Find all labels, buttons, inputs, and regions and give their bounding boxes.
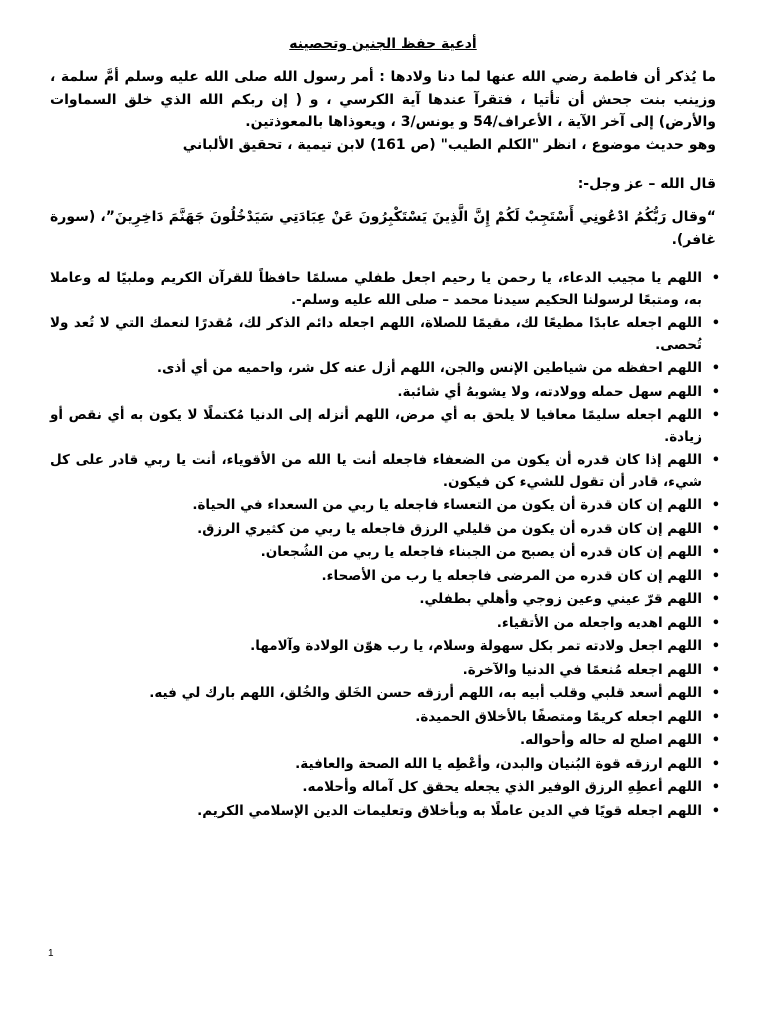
list-item <box>50 382 720 404</box>
list-item <box>50 801 720 823</box>
intro-section <box>50 66 716 156</box>
list-item <box>50 777 720 799</box>
list-item <box>50 313 720 356</box>
dua-text: اللهم اصلح له حاله وأحواله. <box>520 732 702 748</box>
dua-text: اللهم قرّ عيني وعين زوجي وأهلي بطفلي. <box>419 591 702 607</box>
bullet-icon: • <box>711 568 720 584</box>
list-item <box>50 358 720 380</box>
bullet-icon: • <box>711 271 720 286</box>
dua-text: اللهم اهديه واجعله من الأتقياء. <box>496 614 702 631</box>
quran-heading: قال الله – عز وجل-: <box>577 176 716 192</box>
list-item <box>50 730 720 752</box>
dua-text: اللهم ارزقه قوة البُنيان والبدن، وأعْطِه يا الله الصحة والعافية. <box>295 755 702 772</box>
bullet-icon: • <box>711 498 720 513</box>
intro-paragraph: ما يُذكر أن فاطمة رضي الله عنها لما دنا ولادها : أمر رسول الله صلى الله عليه وسلم أمَّ سلمة ، وزينب بنت جحش أن تأتيا ، فتقرآ عندها آية الكرسي ، و ( إن ربكم الله الذي خلق السماوات والأرض) إلى آخر الآية ، الأعراف/54 و يونس/3 ، ويعوذاها بالمعوذتين. <box>50 69 716 130</box>
dua-text: اللهم سهل حمله وولادته، ولا يشوبهُ أي شائبة. <box>397 383 702 400</box>
list-item <box>50 636 720 658</box>
dua-text: اللهم اجعله عابدًا مطيعًا لك، مقيمًا للصلاة، اللهم اجعله دائم الذكر لك، مُقدرًا لنعمك التي لا تُعد ولا تُحصى. <box>50 315 702 353</box>
list-item <box>50 660 720 682</box>
bullet-icon: • <box>711 521 720 537</box>
list-item <box>50 268 720 311</box>
dua-text: اللهم اجعله مُنعمًا في الدنيا والآخرة. <box>462 661 702 678</box>
dua-text: اللهم اجعل ولادته تمر بكل سهولة وسلام، يا رب هوّن الولادة وآلامها. <box>250 638 702 654</box>
bullet-icon: • <box>711 384 720 400</box>
dua-text: اللهم يا مجيب الدعاء، يا رحمن يا رحيم اجعل طفلي مسلمًا حافظاً للقرآن الكريم وملبيًا له وعاملا به، ومتبعًا لرسولنا الحكيم سيدنا محمد – صلى الله عليه وسلم-. <box>50 270 702 308</box>
bullet-icon: • <box>711 733 720 748</box>
list-item <box>50 542 720 564</box>
dua-text: اللهم إن كان قدره من المرضى فاجعله يا رب من الأصحاء. <box>321 567 702 584</box>
bullet-icon: • <box>711 662 720 678</box>
dua-text: اللهم أسعد قلبي وقلب أبيه به، اللهم أرزقه حسن الخَلق والخُلق، اللهم بارك لي فيه. <box>149 685 702 701</box>
quran-verse: “وقال رَبُّكُمُ ادْعُونِي أَسْتَجِبْ لَكُمْ إِنَّ الَّذِينَ يَسْتَكْبِرُونَ عَنْ عِبَادَتِي سَيَدْخُلُونَ جَهَنَّمَ دَاخِرِينَ”، (سورة غافر). <box>50 209 716 248</box>
bullet-icon: • <box>711 756 720 772</box>
dua-text: اللهم أعطِهِ الرزق الوفير الذي يجعله يحقق كل آماله وأحلامه. <box>302 779 702 795</box>
dua-text: اللهم اجعله كريمًا ومتصفًا بالأخلاق الحميدة. <box>415 708 702 725</box>
list-item <box>50 589 720 611</box>
bullet-icon: • <box>711 316 720 331</box>
bullet-icon: • <box>711 639 720 654</box>
bullet-icon: • <box>711 408 720 423</box>
list-item <box>50 683 720 705</box>
page-title: أدعية حفظ الجنين وتحصينه <box>289 36 477 52</box>
bullet-icon: • <box>711 592 720 607</box>
dua-text: اللهم إن كان قدره أن يكون من قليلي الرزق فاجعله يا ربي من كثيري الرزق. <box>197 520 702 537</box>
list-item <box>50 707 720 729</box>
list-item <box>50 519 720 541</box>
list-item <box>50 613 720 635</box>
dua-text: اللهم إن كان قدره أن يصبح من الجبناء فاجعله يا ربي من الشُجعان. <box>260 544 702 560</box>
bullet-icon: • <box>711 803 720 819</box>
dua-text: اللهم اجعله سليمًا معافيا لا يلحق به أي مرض، اللهم أنزله إلى الدنيا مُكتملًا لا يكون به أي نقص أو زيادة. <box>50 407 702 445</box>
bullet-icon: • <box>711 615 720 631</box>
bullet-icon: • <box>711 709 720 725</box>
bullet-icon: • <box>711 780 720 795</box>
list-item <box>50 754 720 776</box>
page-number: 1 <box>48 948 54 959</box>
dua-text: اللهم إن كان قدرة أن يكون من التعساء فاجعله يا ربي من السعداء في الحياة. <box>192 497 702 513</box>
list-item <box>50 495 720 517</box>
bullet-icon: • <box>711 453 720 468</box>
dua-text: اللهم إذا كان قدره أن يكون من الضعفاء فاجعله أنت يا الله من الأقوياء، أنت يا ربي قادر على كل شيء، قادر أن تقول للشيء كن فيكون. <box>50 452 702 490</box>
bullet-icon: • <box>711 686 720 701</box>
duas-list <box>50 268 720 822</box>
bullet-icon: • <box>711 545 720 560</box>
list-item <box>50 566 720 588</box>
dua-text: اللهم اجعله قويًا في الدين عاملًا به وبأخلاق وتعليمات الدين الإسلامي الكريم. <box>197 802 702 819</box>
bullet-icon: • <box>711 361 720 376</box>
list-item <box>50 450 720 493</box>
list-item <box>50 405 720 448</box>
intro-source-note: وهو حديث موضوع ، انظر "الكلم الطيب" (ص 161) لابن تيمية ، تحقيق الألباني <box>182 136 716 153</box>
dua-text: اللهم احفظه من شياطين الإنس والجن، اللهم أزل عنه كل شر، واحميه من أي أذى. <box>156 360 702 376</box>
